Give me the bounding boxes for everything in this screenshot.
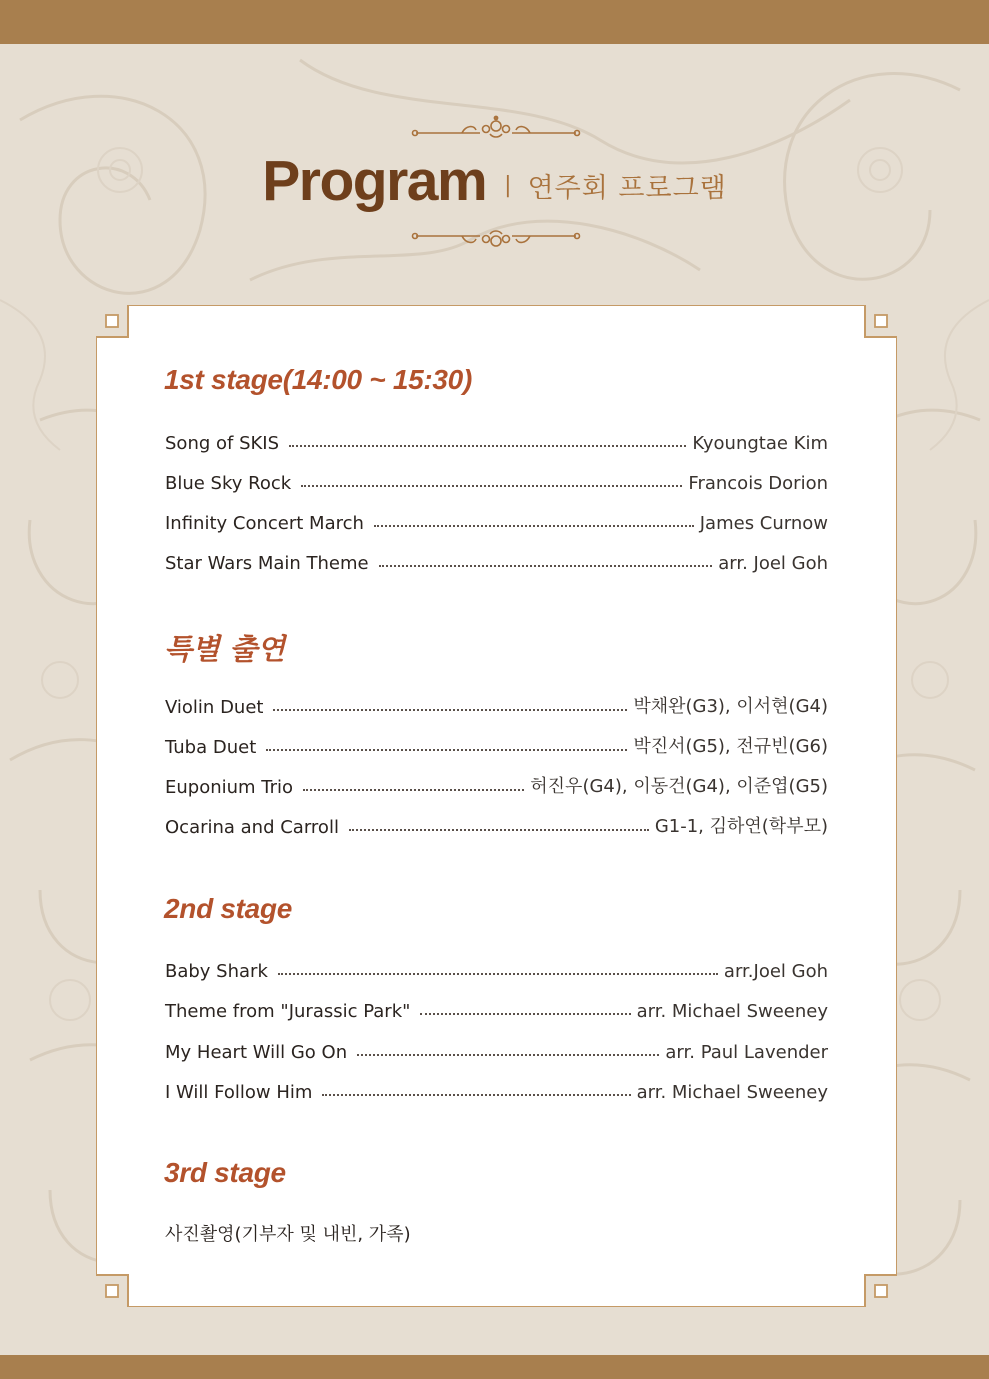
program-item — [165, 428, 828, 454]
section-title-3rd-stage: 3rd stage — [164, 1157, 286, 1188]
top-bar — [0, 0, 989, 44]
program-item — [165, 508, 828, 534]
dot-leader — [322, 1094, 630, 1096]
performer: G1-1, 김하연(학부모) — [654, 816, 828, 837]
section-title-1st-stage: 1st stage(14:00 ~ 15:30) — [164, 364, 472, 395]
performer: arr. Joel Goh — [718, 553, 828, 574]
dot-leader — [289, 445, 686, 447]
stage-note: 사진촬영(기부자 및 내빈, 가족) — [165, 1224, 411, 1245]
title-main: Program — [262, 149, 487, 213]
performer: arr. Michael Sweeney — [636, 1001, 828, 1022]
title-ornament-bottom — [410, 226, 582, 252]
piece-title: Infinity Concert March — [165, 513, 364, 534]
piece-title: Tuba Duet — [165, 737, 257, 758]
performer: James Curnow — [699, 513, 828, 534]
piece-title: Song of SKIS — [165, 433, 280, 454]
performer: 박진서(G5), 전규빈(G6) — [633, 736, 828, 757]
performer: arr. Michael Sweeney — [636, 1082, 828, 1103]
dot-leader — [266, 749, 627, 751]
performer: 박채완(G3), 이서현(G4) — [633, 696, 828, 717]
performer: Kyoungtae Kim — [692, 433, 828, 454]
piece-title: Star Wars Main Theme — [165, 553, 369, 574]
piece-title: I Will Follow Him — [165, 1082, 313, 1103]
program-item — [165, 1037, 828, 1063]
piece-title: Euponium Trio — [165, 777, 294, 798]
page-title — [0, 148, 989, 214]
performer: 허진우(G4), 이동건(G4), 이준엽(G5) — [530, 776, 828, 797]
program-item — [165, 996, 828, 1022]
program-item — [165, 732, 828, 758]
performer: arr.Joel Goh — [723, 961, 828, 982]
dot-leader — [301, 485, 682, 487]
program-item — [165, 1077, 828, 1103]
performer: arr. Paul Lavender — [665, 1042, 828, 1063]
title-subtitle: 연주회 프로그램 — [527, 172, 727, 204]
title-ornament-top — [410, 114, 582, 140]
dot-leader — [273, 709, 627, 711]
piece-title: Theme from "Jurassic Park" — [165, 1001, 411, 1022]
piece-title: Baby Shark — [165, 961, 268, 982]
dot-leader — [420, 1013, 630, 1015]
piece-title: Blue Sky Rock — [165, 473, 292, 494]
section-title-special: 특별 출연 — [164, 632, 285, 666]
dot-leader — [303, 789, 524, 791]
piece-title: Violin Duet — [165, 697, 264, 718]
piece-title: Ocarina and Carroll — [165, 817, 339, 838]
program-item — [165, 468, 828, 494]
program-item — [165, 812, 828, 838]
dot-leader — [349, 829, 649, 831]
piece-title: My Heart Will Go On — [165, 1042, 348, 1063]
dot-leader — [357, 1054, 659, 1056]
title-separator: | — [504, 172, 512, 198]
bottom-bar — [0, 1355, 989, 1379]
program-item — [165, 772, 828, 798]
dot-leader — [278, 973, 718, 975]
section-title-2nd-stage: 2nd stage — [164, 893, 293, 924]
performer: Francois Dorion — [688, 473, 828, 494]
dot-leader — [379, 565, 713, 567]
dot-leader — [374, 525, 694, 527]
program-item — [165, 692, 828, 718]
program-item — [165, 548, 828, 574]
program-item — [165, 956, 828, 982]
